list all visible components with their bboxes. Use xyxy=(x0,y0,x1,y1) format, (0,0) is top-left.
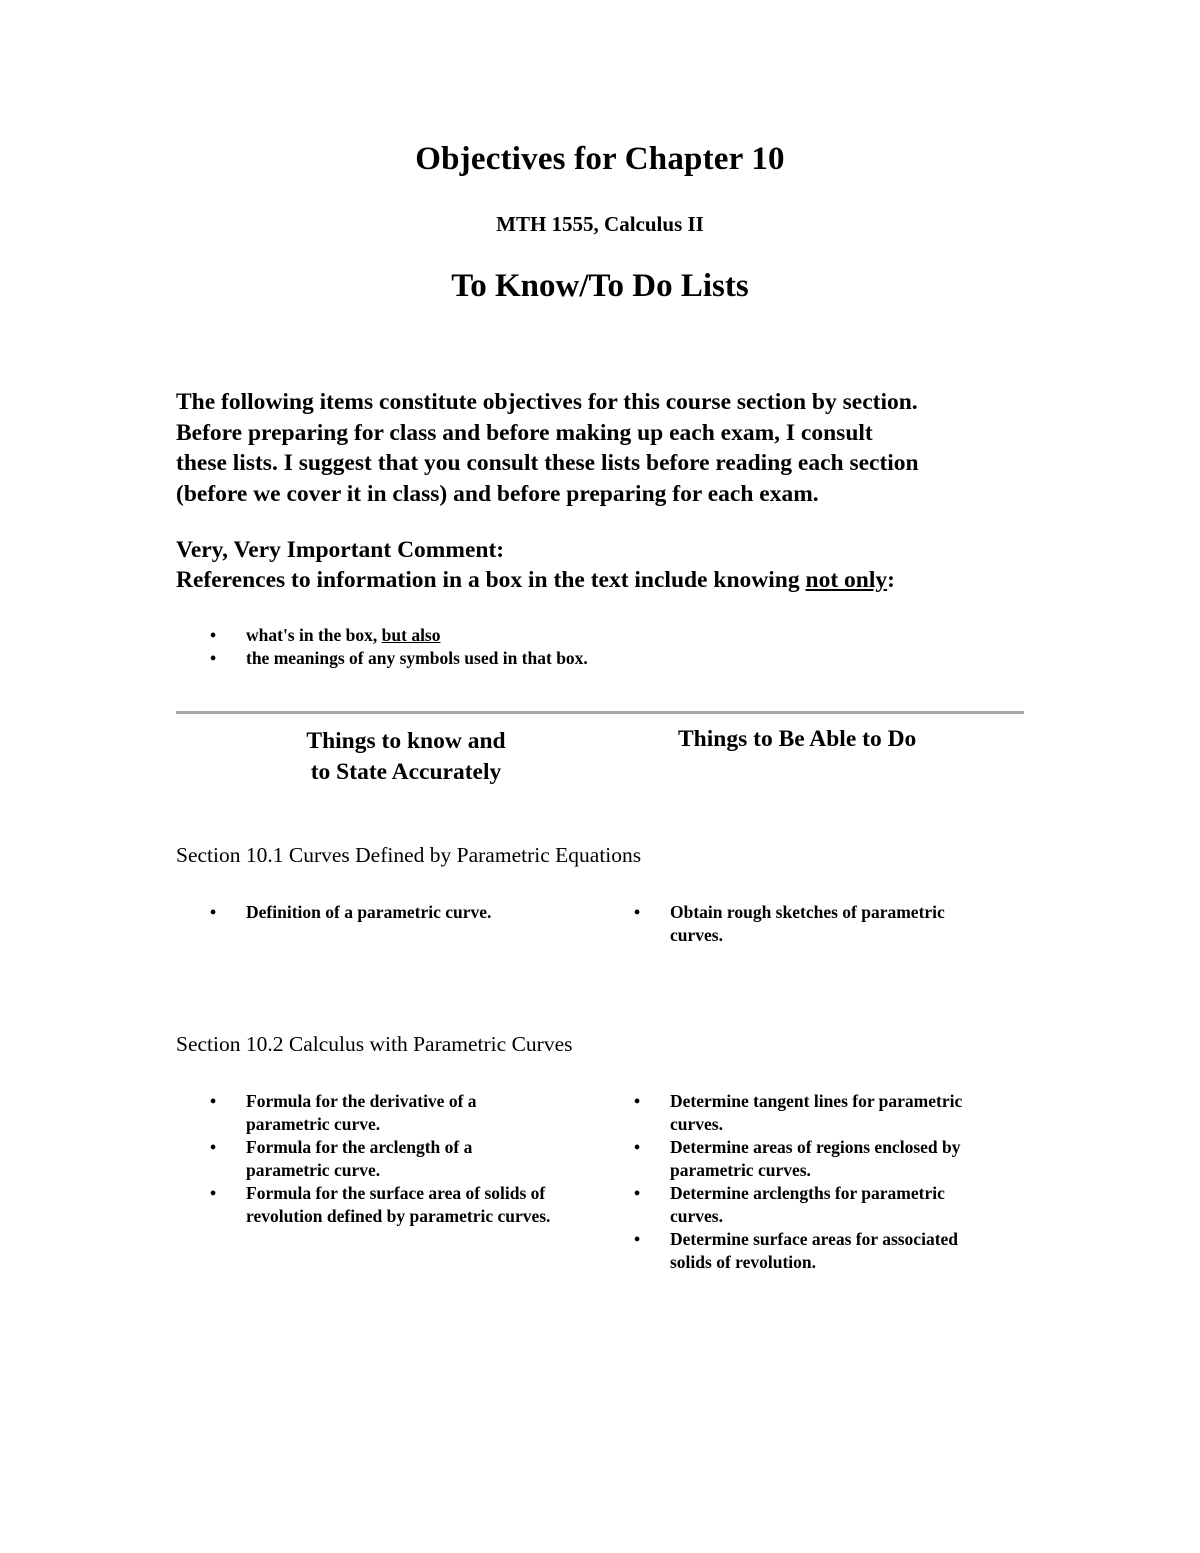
list-item xyxy=(600,1182,1030,1228)
bullet-icon: • xyxy=(634,1229,641,1249)
list-item-line: Formula for the surface area of solids of xyxy=(246,1183,546,1203)
do-column-heading: Things to Be Able to Do xyxy=(678,726,917,752)
know-list xyxy=(176,901,616,924)
intro-line: these lists. I suggest that you consult these lists before reading each section xyxy=(176,450,919,476)
list-item-line: Obtain rough sketches of parametric xyxy=(670,902,945,922)
list-item-line: revolution defined by parametric curves. xyxy=(246,1206,551,1226)
know-column-heading xyxy=(276,726,536,788)
comment-text-prefix: References to information in a box in the text include knowing xyxy=(176,567,806,593)
list-item-line: Formula for the arclength of a xyxy=(246,1137,473,1157)
page-title: Objectives for Chapter 10 xyxy=(415,141,785,177)
bullet-icon: • xyxy=(634,902,641,922)
list-item-line: curves. xyxy=(670,925,723,945)
list-item xyxy=(600,1228,1030,1274)
intro-paragraph xyxy=(176,387,1046,509)
horizontal-divider xyxy=(176,711,1024,714)
list-item xyxy=(600,901,1030,947)
bullet-icon: • xyxy=(210,902,217,922)
list-item-line: curves. xyxy=(670,1114,723,1134)
comment-text xyxy=(176,567,895,594)
box-notes-list xyxy=(176,624,876,670)
list-item xyxy=(600,1136,1030,1182)
comment-text-suffix: : xyxy=(887,567,895,593)
bullet-icon: • xyxy=(634,1137,641,1157)
intro-line: Before preparing for class and before making up each exam, I consult xyxy=(176,419,873,446)
bullet-icon: • xyxy=(210,648,217,668)
list-item xyxy=(600,1090,1030,1136)
list-item-text: the meanings of any symbols used in that box. xyxy=(246,648,588,668)
bullet-icon: • xyxy=(210,625,217,645)
do-list xyxy=(600,1090,1030,1274)
list-item-text: what's in the box, xyxy=(246,625,382,645)
bullet-icon: • xyxy=(210,1091,217,1111)
list-item xyxy=(176,1136,616,1182)
list-item xyxy=(176,647,876,670)
list-item xyxy=(176,1182,616,1228)
list-item-line: parametric curve. xyxy=(246,1160,381,1180)
comment-heading: Very, Very Important Comment: xyxy=(176,537,505,563)
list-item-line: Determine areas of regions enclosed by xyxy=(670,1137,961,1157)
bullet-icon: • xyxy=(634,1183,641,1203)
list-item-line: Determine tangent lines for parametric xyxy=(670,1091,963,1111)
know-heading-line: Things to know and xyxy=(306,728,506,754)
bullet-icon: • xyxy=(210,1137,217,1157)
list-item-underlined: but also xyxy=(381,625,441,645)
bullet-icon: • xyxy=(634,1091,641,1111)
list-item xyxy=(176,901,616,924)
list-item-line: parametric curve. xyxy=(246,1114,381,1134)
list-item-line: Determine surface areas for associated xyxy=(670,1229,959,1249)
course-name: MTH 1555, Calculus II xyxy=(496,212,704,236)
bullet-icon: • xyxy=(210,1183,217,1203)
page-subtitle: To Know/To Do Lists xyxy=(451,268,749,304)
know-heading-line: to State Accurately xyxy=(310,759,502,785)
intro-line: The following items constitute objectives for this course section by section. xyxy=(176,389,918,415)
do-list xyxy=(600,901,1030,947)
list-item-line: parametric curves. xyxy=(670,1160,811,1180)
intro-line: (before we cover it in class) and before preparing for each exam. xyxy=(176,480,819,507)
list-item-line: solids of revolution. xyxy=(670,1252,817,1272)
section-title: Section 10.2 Calculus with Parametric Curves xyxy=(176,1032,573,1056)
know-list xyxy=(176,1090,616,1228)
list-item xyxy=(176,624,876,647)
list-item-line: Formula for the derivative of a xyxy=(246,1091,477,1111)
comment-text-underlined: not only xyxy=(805,567,888,593)
list-item-line: curves. xyxy=(670,1206,723,1226)
section-title: Section 10.1 Curves Defined by Parametric Equations xyxy=(176,843,642,867)
list-item xyxy=(176,1090,616,1136)
list-item-line: Definition of a parametric curve. xyxy=(246,902,492,922)
list-item-line: Determine arclengths for parametric xyxy=(670,1183,945,1203)
